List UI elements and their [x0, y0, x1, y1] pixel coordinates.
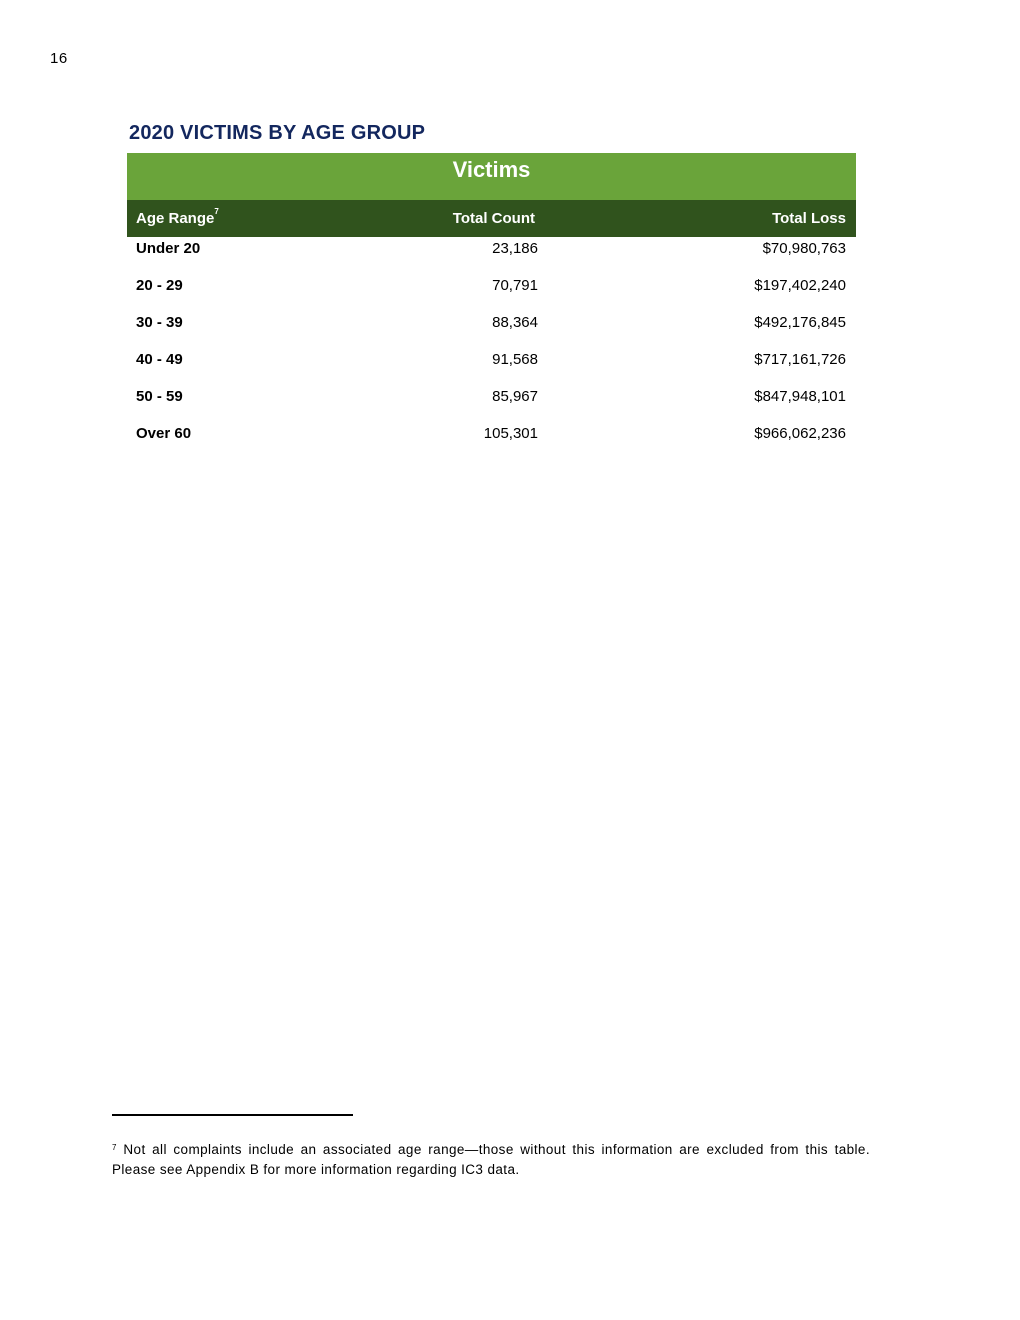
footnote-text: Not all complaints include an associated age range—those without this information are excluded from this table. Please see Appendix B for more information regarding IC3 data.	[112, 1142, 870, 1177]
table-column-header-row	[127, 200, 856, 237]
cell-age-range: 30 - 39	[136, 314, 183, 331]
page-number: 16	[50, 50, 68, 67]
cell-total-count: 105,301	[483, 425, 538, 442]
table-group-header: Victims	[127, 153, 856, 200]
table-row	[127, 422, 856, 459]
cell-total-loss: $492,176,845	[754, 314, 846, 331]
cell-total-loss: $966,062,236	[754, 425, 846, 442]
cell-age-range: 40 - 49	[136, 351, 183, 368]
cell-age-range: Under 20	[136, 240, 201, 257]
footnote-marker: 7	[112, 1143, 117, 1152]
column-header-age-range: Age Range$^7$	[136, 207, 219, 227]
cell-total-loss: $70,980,763	[762, 240, 846, 257]
victims-by-age-table	[127, 153, 856, 459]
cell-total-count: 70,791	[492, 277, 538, 294]
cell-total-loss: $847,948,101	[754, 388, 846, 405]
cell-age-range: 20 - 29	[136, 277, 183, 294]
table-row	[127, 237, 856, 274]
cell-total-count: 85,967	[492, 388, 538, 405]
column-header-total-loss: Total Loss	[772, 210, 846, 227]
cell-total-count: 88,364	[492, 314, 538, 331]
cell-total-count: 91,568	[492, 351, 538, 368]
cell-age-range: Over 60	[136, 425, 192, 442]
footnote-reference-marker: 7	[214, 207, 219, 216]
cell-total-loss: $717,161,726	[754, 351, 846, 368]
table-row	[127, 385, 856, 422]
footnote-divider	[112, 1114, 353, 1116]
section-title: 2020 VICTIMS BY AGE GROUP	[129, 122, 426, 144]
cell-age-range: 50 - 59	[136, 388, 183, 405]
table-body	[127, 237, 856, 459]
cell-total-loss: $197,402,240	[754, 277, 846, 294]
footnote	[112, 1140, 870, 1180]
table-row	[127, 348, 856, 385]
column-header-total-count: Total Count	[452, 210, 535, 227]
table-row	[127, 274, 856, 311]
cell-total-count: 23,186	[492, 240, 538, 257]
table-row	[127, 311, 856, 348]
